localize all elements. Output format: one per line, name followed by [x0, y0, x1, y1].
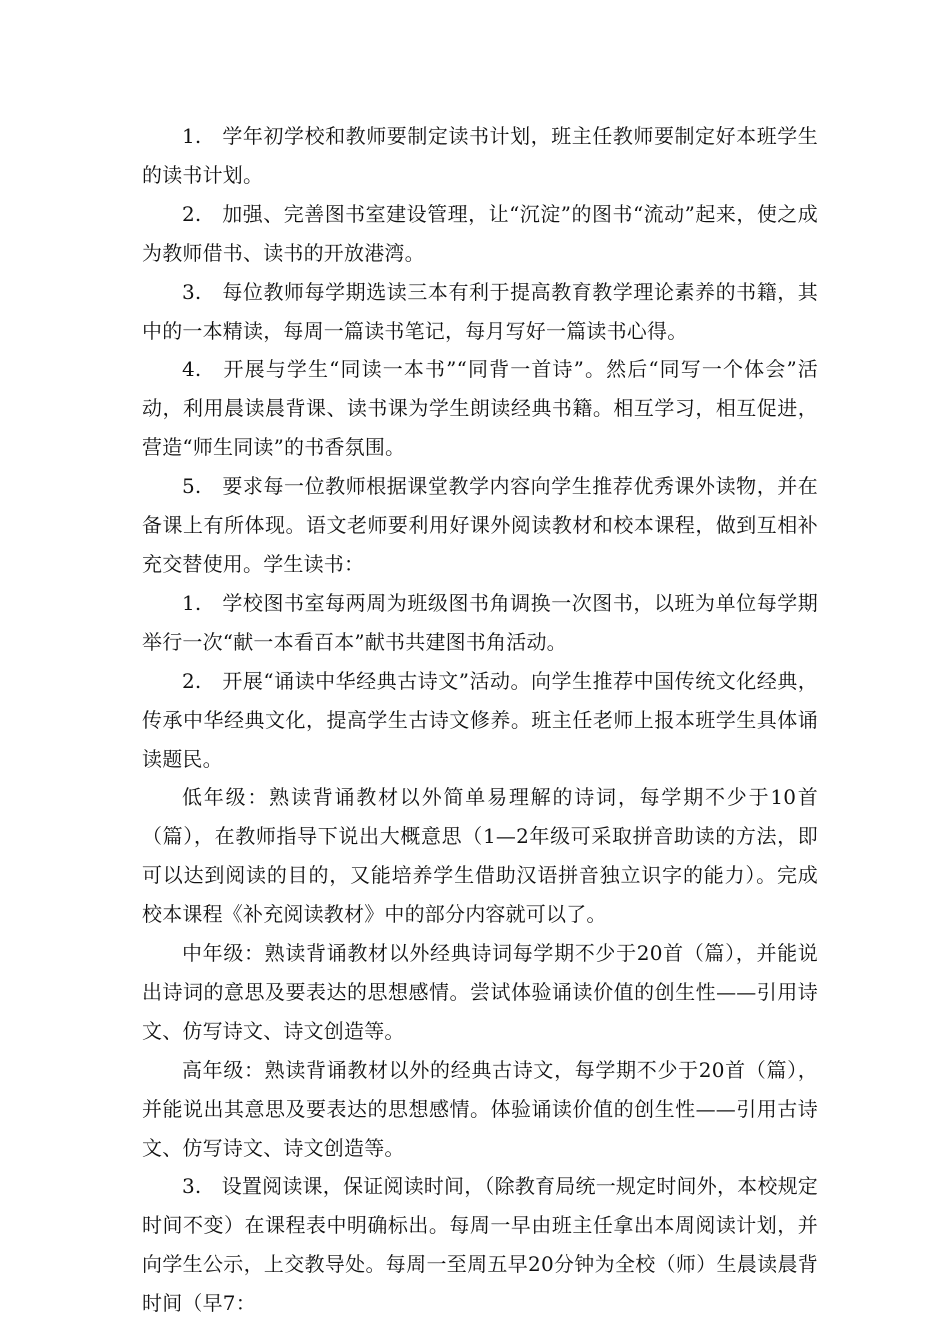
paragraph-upper-grade: 高年级：熟读背诵教材以外的经典古诗文，每学期不少于20首（篇），并能说出其意思及要表达的思想感情。体验诵读价值的创生性——引用古诗文、仿写诗文、诗文创造等。 — [142, 1057, 818, 1160]
paragraph-student-item-1: 1. 学校图书室每两周为班级图书角调换一次图书，以班为单位每学期举行一次“献一本看百本”献书共建图书角活动。 — [142, 590, 818, 654]
paragraph-lower-grade: 低年级：熟读背诵教材以外简单易理解的诗词，每学期不少于10首（篇），在教师指导下说出大概意思（1—2年级可采取拼音助读的方法，即可以达到阅读的目的，又能培养学生借助汉语拼音独立识字的能力）。完成校本课程《补充阅读教材》中的部分内容就可以了。 — [142, 785, 818, 927]
paragraph-student-item-2: 2. 开展“诵读中华经典古诗文”活动。向学生推荐中国传统文化经典，传承中华经典文化，提高学生古诗文修养。班主任老师上报本班学生具体诵读题民。 — [142, 668, 818, 771]
paragraph-teacher-item-4: 4. 开展与学生“同读一本书”“同背一首诗”。然后“同写一个体会”活动，利用晨读晨背课、读书课为学生朗读经典书籍。相互学习，相互促进，营造“师生同读”的书香氛围。 — [142, 357, 818, 460]
paragraph-student-item-3: 3. 设置阅读课，保证阅读时间，（除教育局统一规定时间外，本校规定时间不变）在课程表中明确标出。每周一早由班主任拿出本周阅读计划，并向学生公示，上交教导处。每周一至周五早20分钟为全校（师）生晨读晨背时间（早7： — [142, 1174, 818, 1316]
paragraph-teacher-item-3: 3. 每位教师每学期选读三本有利于提高教育教学理论素养的书籍，其中的一本精读，每周一篇读书笔记，每月写好一篇读书心得。 — [142, 279, 818, 343]
paragraph-teacher-item-2: 2. 加强、完善图书室建设管理，让“沉淀”的图书“流动”起来，使之成为教师借书、读书的开放港湾。 — [142, 201, 818, 265]
paragraph-teacher-item-5: 5. 要求每一位教师根据课堂教学内容向学生推荐优秀课外读物，并在备课上有所体现。语文老师要利用好课外阅读教材和校本课程，做到互相补充交替使用。学生读书： — [142, 474, 818, 576]
document-body — [142, 117, 818, 1323]
paragraph-middle-grade: 中年级：熟读背诵教材以外经典诗词每学期不少于20首（篇），并能说出诗词的意思及要表达的思想感情。尝试体验诵读价值的创生性——引用诗文、仿写诗文、诗文创造等。 — [142, 941, 818, 1043]
paragraph-teacher-item-1: 1. 学年初学校和教师要制定读书计划，班主任教师要制定好本班学生的读书计划。 — [142, 124, 818, 187]
